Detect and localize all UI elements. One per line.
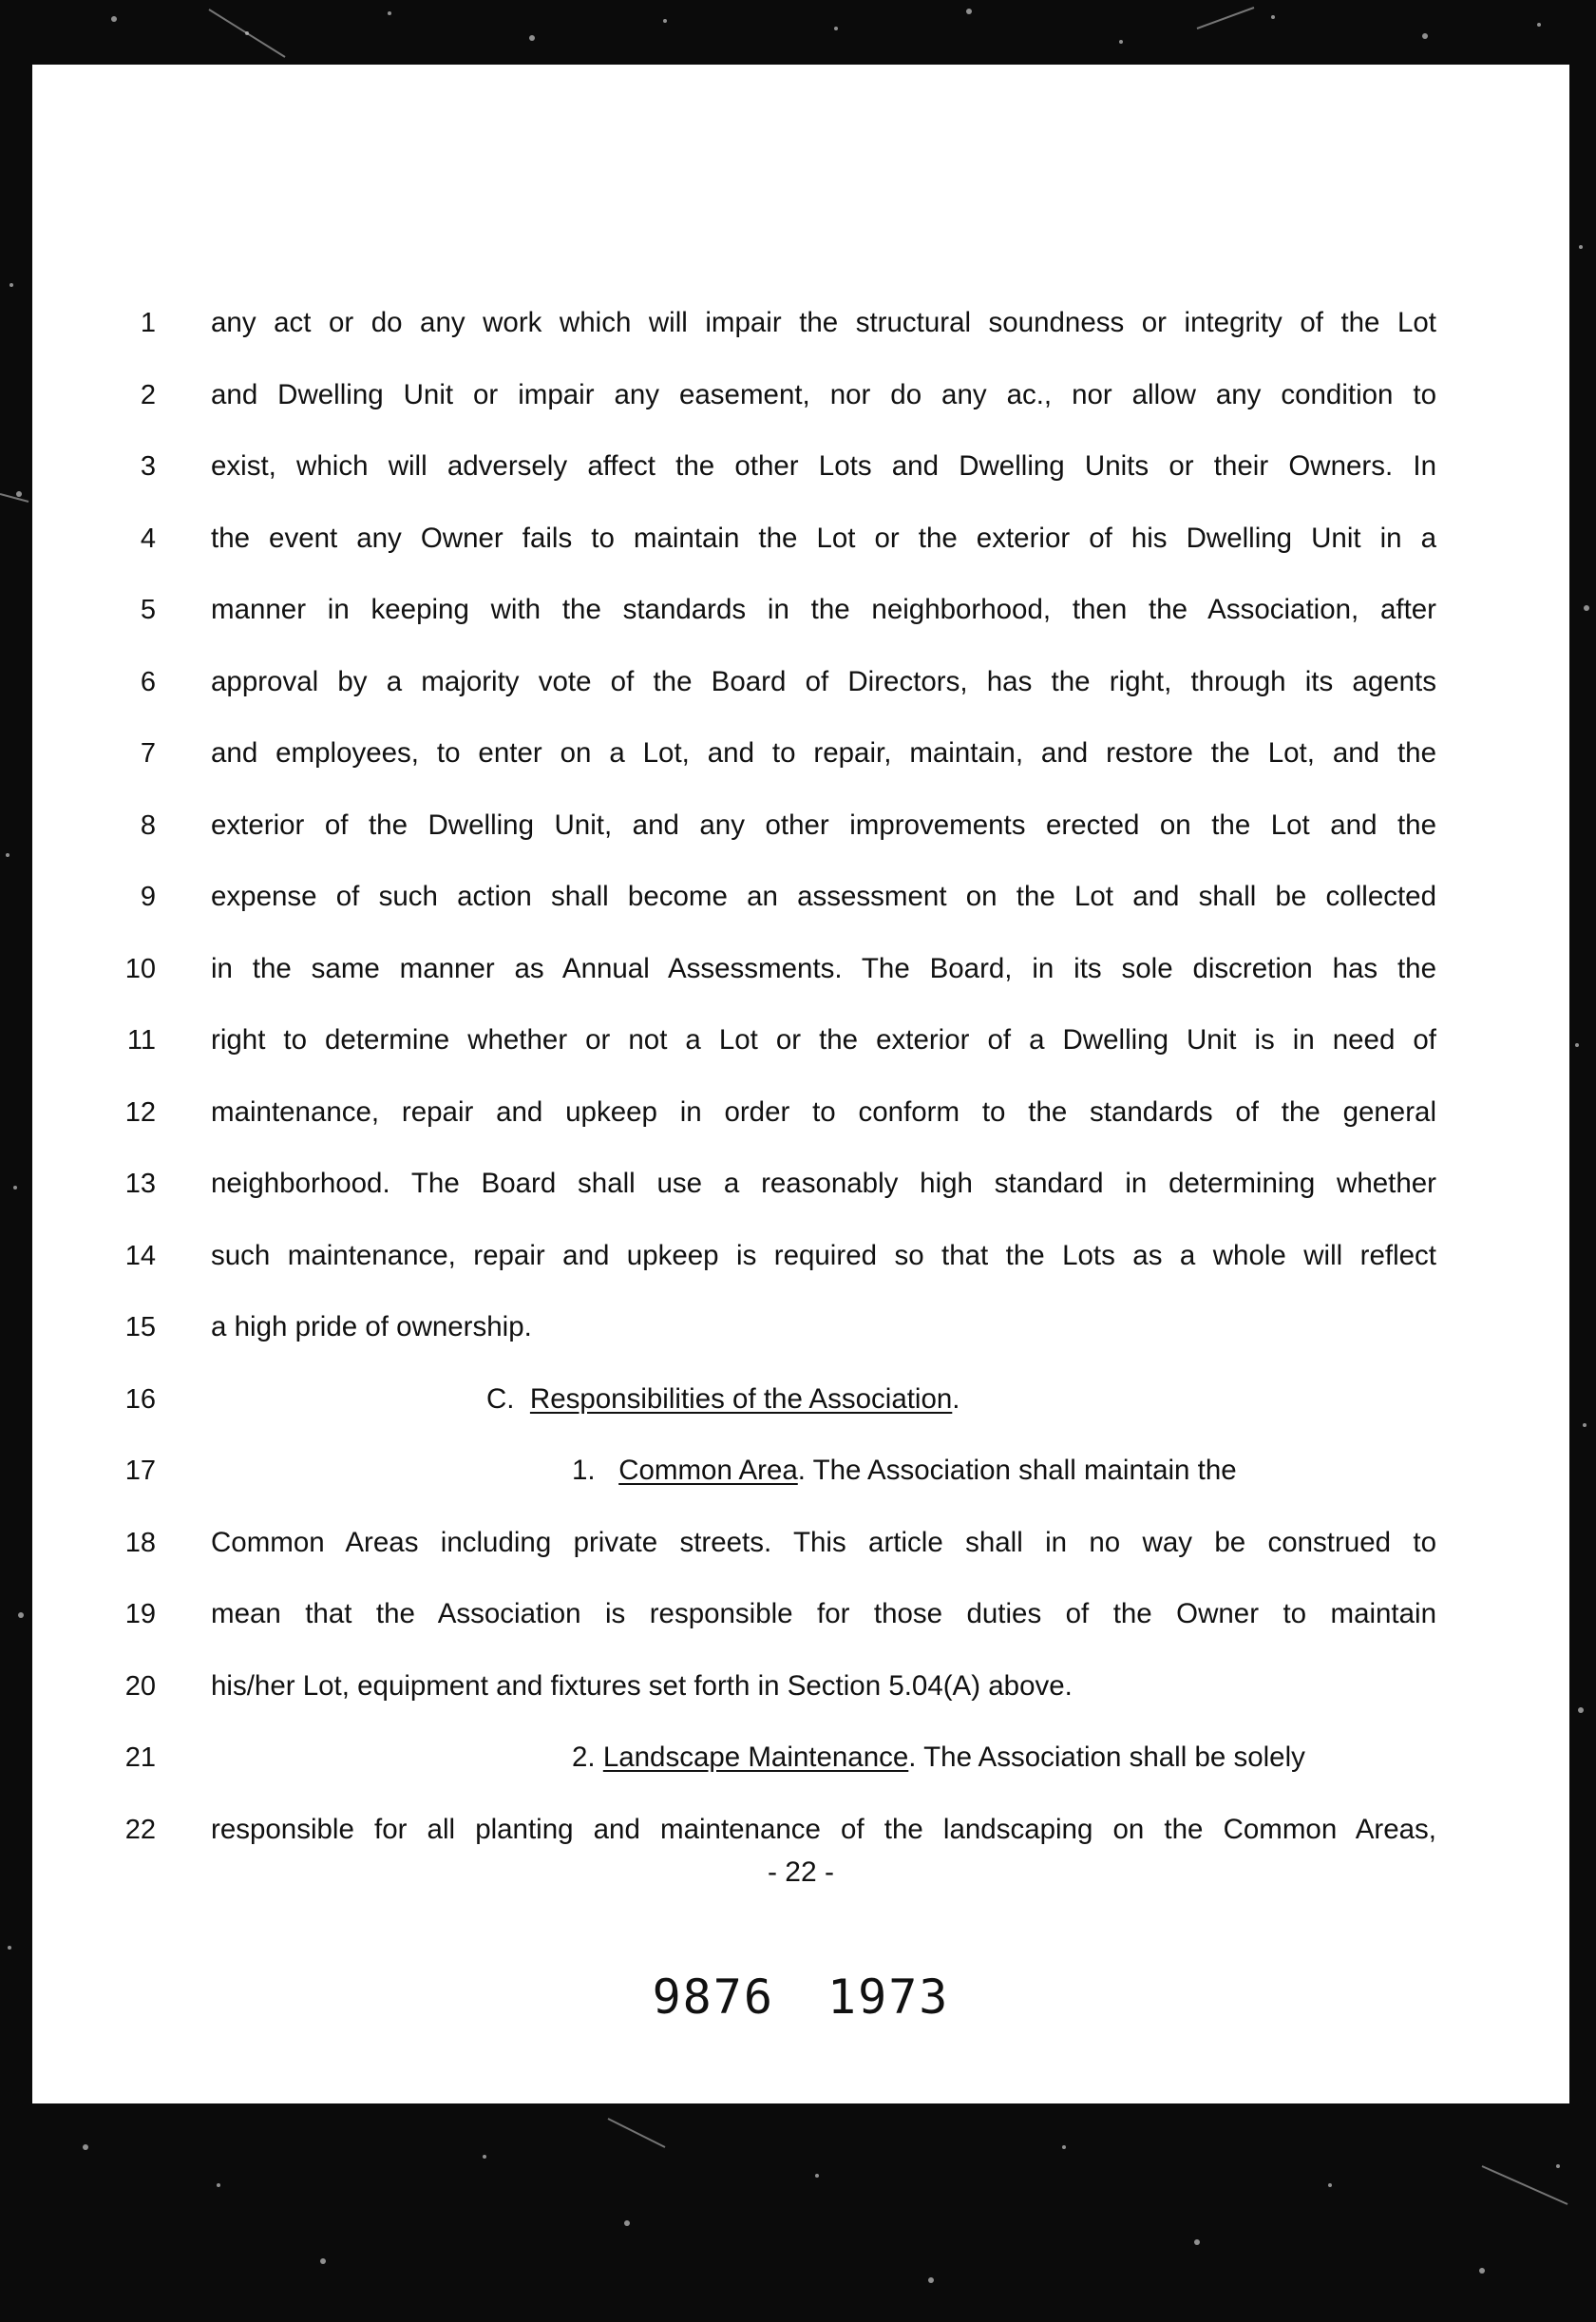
- line-number: 13: [124, 1169, 156, 1199]
- document-line: [32, 1084, 1569, 1141]
- line-number: 6: [140, 667, 156, 697]
- line-number: 12: [124, 1097, 156, 1128]
- line-number: 2: [140, 380, 156, 410]
- line-text: manner in keeping with the standards in the neighborhood, then the Association, after: [211, 594, 1436, 625]
- line-text: exist, which will adversely affect the other Lots and Dwelling Units or their Owners. In: [211, 450, 1436, 482]
- line-number: 20: [124, 1671, 156, 1702]
- line-number: 4: [140, 523, 156, 554]
- heading-prefix: 2.: [572, 1742, 596, 1773]
- line-text: any act or do any work which will impair the structural soundness or integrity of the Lot: [211, 307, 1436, 338]
- document-line: [32, 941, 1569, 998]
- recording-book-number: 9876: [652, 1970, 774, 2025]
- document-line: [32, 1586, 1569, 1643]
- subsection-heading: [211, 1442, 1436, 1499]
- line-text: mean that the Association is responsible for those duties of the Owner to maintain: [211, 1598, 1436, 1629]
- document-line: [32, 1012, 1569, 1069]
- document-line: [32, 654, 1569, 711]
- line-number: 17: [124, 1456, 156, 1486]
- document-line: [32, 1442, 1569, 1499]
- line-number: 9: [140, 882, 156, 912]
- heading-suffix: . The Association shall be solely: [908, 1742, 1305, 1773]
- subsection-heading: [211, 1729, 1436, 1786]
- document-line: [32, 797, 1569, 854]
- document-line: [32, 1729, 1569, 1786]
- heading-prefix: C.: [486, 1383, 515, 1415]
- line-number: 3: [140, 451, 156, 482]
- heading-title: Responsibilities of the Association: [529, 1383, 953, 1415]
- section-heading: [211, 1371, 1436, 1428]
- line-text: maintenance, repair and upkeep in order to conform to the standards of the general: [211, 1096, 1436, 1128]
- document-line: [32, 1299, 1569, 1356]
- line-number: 15: [124, 1312, 156, 1342]
- document-line: [32, 868, 1569, 925]
- document-line: [32, 1155, 1569, 1212]
- document-line: [32, 1801, 1569, 1858]
- heading-title: Common Area: [618, 1455, 798, 1486]
- document-line: [32, 1371, 1569, 1428]
- line-text: approval by a majority vote of the Board of Directors, has the right, through its agents: [211, 666, 1436, 697]
- line-text: a high pride of ownership.: [211, 1311, 532, 1342]
- document-line: [32, 1658, 1569, 1715]
- line-text: Common Areas including private streets. This article shall in no way be construed to: [211, 1527, 1436, 1558]
- document-line: [32, 510, 1569, 567]
- document-page: [32, 65, 1569, 2103]
- line-text: his/her Lot, equipment and fixtures set forth in Section 5.04(A) above.: [211, 1670, 1073, 1702]
- line-number: 16: [124, 1384, 156, 1415]
- heading-title: Landscape Maintenance: [602, 1742, 909, 1773]
- document-line: [32, 1228, 1569, 1285]
- document-line: [32, 438, 1569, 495]
- line-text: neighborhood. The Board shall use a reasonably high standard in determining whether: [211, 1168, 1436, 1199]
- line-number: 22: [124, 1815, 156, 1845]
- line-text: exterior of the Dwelling Unit, and any other improvements erected on the Lot and the: [211, 809, 1436, 841]
- line-number: 8: [140, 810, 156, 841]
- heading-prefix: 1.: [572, 1455, 596, 1486]
- line-text: right to determine whether or not a Lot or the exterior of a Dwelling Unit is in need of: [211, 1024, 1436, 1056]
- line-number: 1: [140, 308, 156, 338]
- line-text: such maintenance, repair and upkeep is required so that the Lots as a whole will reflect: [211, 1240, 1436, 1271]
- line-text: the event any Owner fails to maintain the Lot or the exterior of his Dwelling Unit in a: [211, 523, 1436, 554]
- line-text: expense of such action shall become an assessment on the Lot and shall be collected: [211, 881, 1436, 912]
- document-line: [32, 1514, 1569, 1571]
- line-text: responsible for all planting and maintenance of the landscaping on the Common Areas,: [211, 1814, 1436, 1845]
- line-number: 18: [124, 1528, 156, 1558]
- document-line: [32, 725, 1569, 782]
- document-line: [32, 581, 1569, 638]
- recording-stamp: [32, 1970, 1569, 2025]
- line-number: 11: [126, 1025, 156, 1056]
- document-line: [32, 295, 1569, 352]
- line-number: 7: [140, 738, 156, 769]
- line-number: 5: [140, 595, 156, 625]
- line-number: 21: [124, 1742, 156, 1773]
- document-line: [32, 367, 1569, 424]
- line-number: 14: [124, 1241, 156, 1271]
- page-number: - 22 -: [767, 1856, 835, 1888]
- recording-page-number: 1973: [827, 1970, 950, 2025]
- heading-suffix: . The Association shall maintain the: [797, 1455, 1237, 1486]
- line-number: 10: [124, 954, 156, 984]
- line-text: and Dwelling Unit or impair any easement, nor do any ac., nor allow any condition to: [211, 379, 1436, 410]
- line-number: 19: [124, 1599, 156, 1629]
- line-text: and employees, to enter on a Lot, and to repair, maintain, and restore the Lot, and the: [211, 737, 1436, 769]
- line-text: in the same manner as Annual Assessments. The Board, in its sole discretion has the: [211, 953, 1436, 984]
- heading-suffix: .: [952, 1383, 960, 1415]
